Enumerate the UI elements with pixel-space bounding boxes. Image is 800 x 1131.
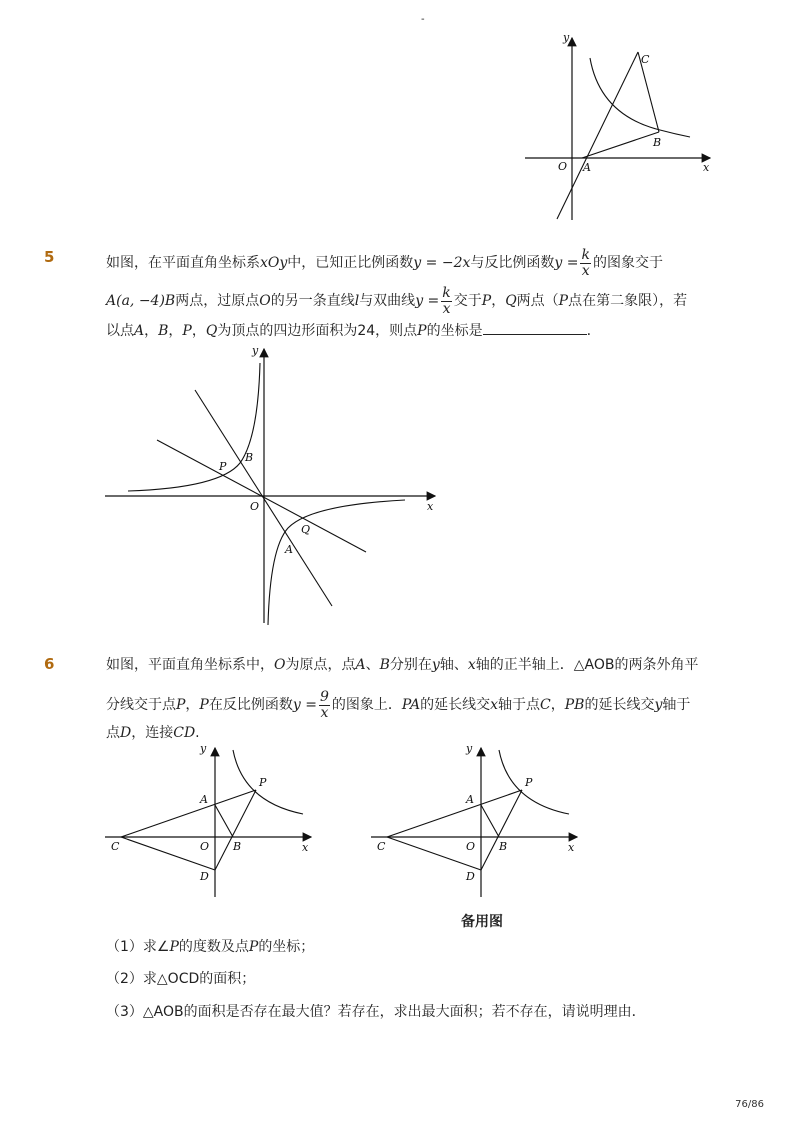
page-number: 76/86 (735, 1099, 764, 1110)
question-1: （1）求∠P的度数及点P的坐标； (106, 939, 315, 955)
problem-6-line-3: 点D，连接CD. (106, 725, 200, 741)
label-y: y (252, 344, 259, 357)
label-O: O (558, 160, 568, 173)
label-B: B (499, 840, 508, 853)
hyperbola-curve (499, 750, 569, 814)
figure-backup (369, 742, 584, 902)
top-mark: - (421, 14, 425, 25)
label-C: C (377, 840, 386, 853)
problem-6-line-2: 分线交于点P，P在反比例函数y = $\frac{9}{x}$ 的图象上．PA的延长线交x轴于点C，PB的延长线交y轴于 (106, 689, 691, 721)
hyperbola-branch-2 (128, 363, 260, 491)
label-x: x (568, 841, 575, 854)
label-y: y (200, 742, 207, 755)
fraction-k-over-x: $\frac{k}{x}$ (581, 247, 590, 279)
figure-problem-6 (103, 742, 318, 902)
answer-blank (483, 320, 587, 335)
label-B: B (653, 136, 662, 149)
problem-5-line-1: 如图，在平面直角坐标系xOy中，已知正比例函数y = −2x与反比例函数y = $\frac{k}{x}$ 的图象交于 (106, 247, 663, 279)
label-B: B (245, 451, 254, 464)
label-D: D (466, 870, 475, 883)
label-A: A (466, 793, 474, 806)
question-3: （3）△AOB的面积是否存在最大值？若存在，求出最大面积；若不存在，请说明理由． (106, 1004, 646, 1020)
label-O: O (250, 500, 260, 513)
label-A: A (583, 161, 591, 174)
segment-AB (481, 805, 499, 837)
problem-5-line-3: 以点A，B，P，Q为顶点的四边形面积为24，则点P的坐标是 . (106, 320, 591, 341)
problem-number: 6 (44, 655, 55, 673)
label-Q: Q (301, 523, 311, 536)
problem-5-line-2: A(a, −4)B两点，过原点O的另一条直线l与双曲线y = $\frac{k}{x}$ 交于P，Q两点（P点在第二象限），若 (106, 285, 688, 317)
fraction-9-over-x: $\frac{9}{x}$ (319, 689, 329, 721)
line-AC (557, 52, 638, 219)
label-y: y (466, 742, 473, 755)
label-y: y (563, 31, 570, 44)
problem-number: 5 (44, 248, 55, 266)
label-A: A (285, 543, 293, 556)
label-C: C (111, 840, 120, 853)
hyperbola-curve (590, 58, 690, 137)
label-B: B (233, 840, 242, 853)
fraction-k-over-x: $\frac{k}{x}$ (442, 285, 451, 317)
segment-AB (582, 132, 662, 158)
figure-problem-5 (100, 343, 445, 628)
hyperbola-curve (233, 750, 303, 814)
label-C: C (641, 53, 650, 66)
label-D: D (200, 870, 209, 883)
label-x: x (302, 841, 309, 854)
label-P: P (259, 776, 267, 789)
question-2: （2）求△OCD的面积； (106, 971, 256, 987)
figure-top (520, 30, 720, 225)
problem-6-line-1: 如图，平面直角坐标系中，O为原点，点A、B分别在y轴、x轴的正半轴上．△AOB的两条外角平 (106, 657, 699, 673)
label-x: x (427, 500, 434, 513)
label-P: P (525, 776, 533, 789)
label-O: O (466, 840, 476, 853)
label-x: x (703, 161, 710, 174)
hyperbola-branch-4 (268, 500, 405, 625)
label-O: O (200, 840, 210, 853)
figure-caption: 备用图 (461, 914, 503, 930)
label-A: A (200, 793, 208, 806)
segment-AB (215, 805, 233, 837)
label-P: P (219, 460, 227, 473)
